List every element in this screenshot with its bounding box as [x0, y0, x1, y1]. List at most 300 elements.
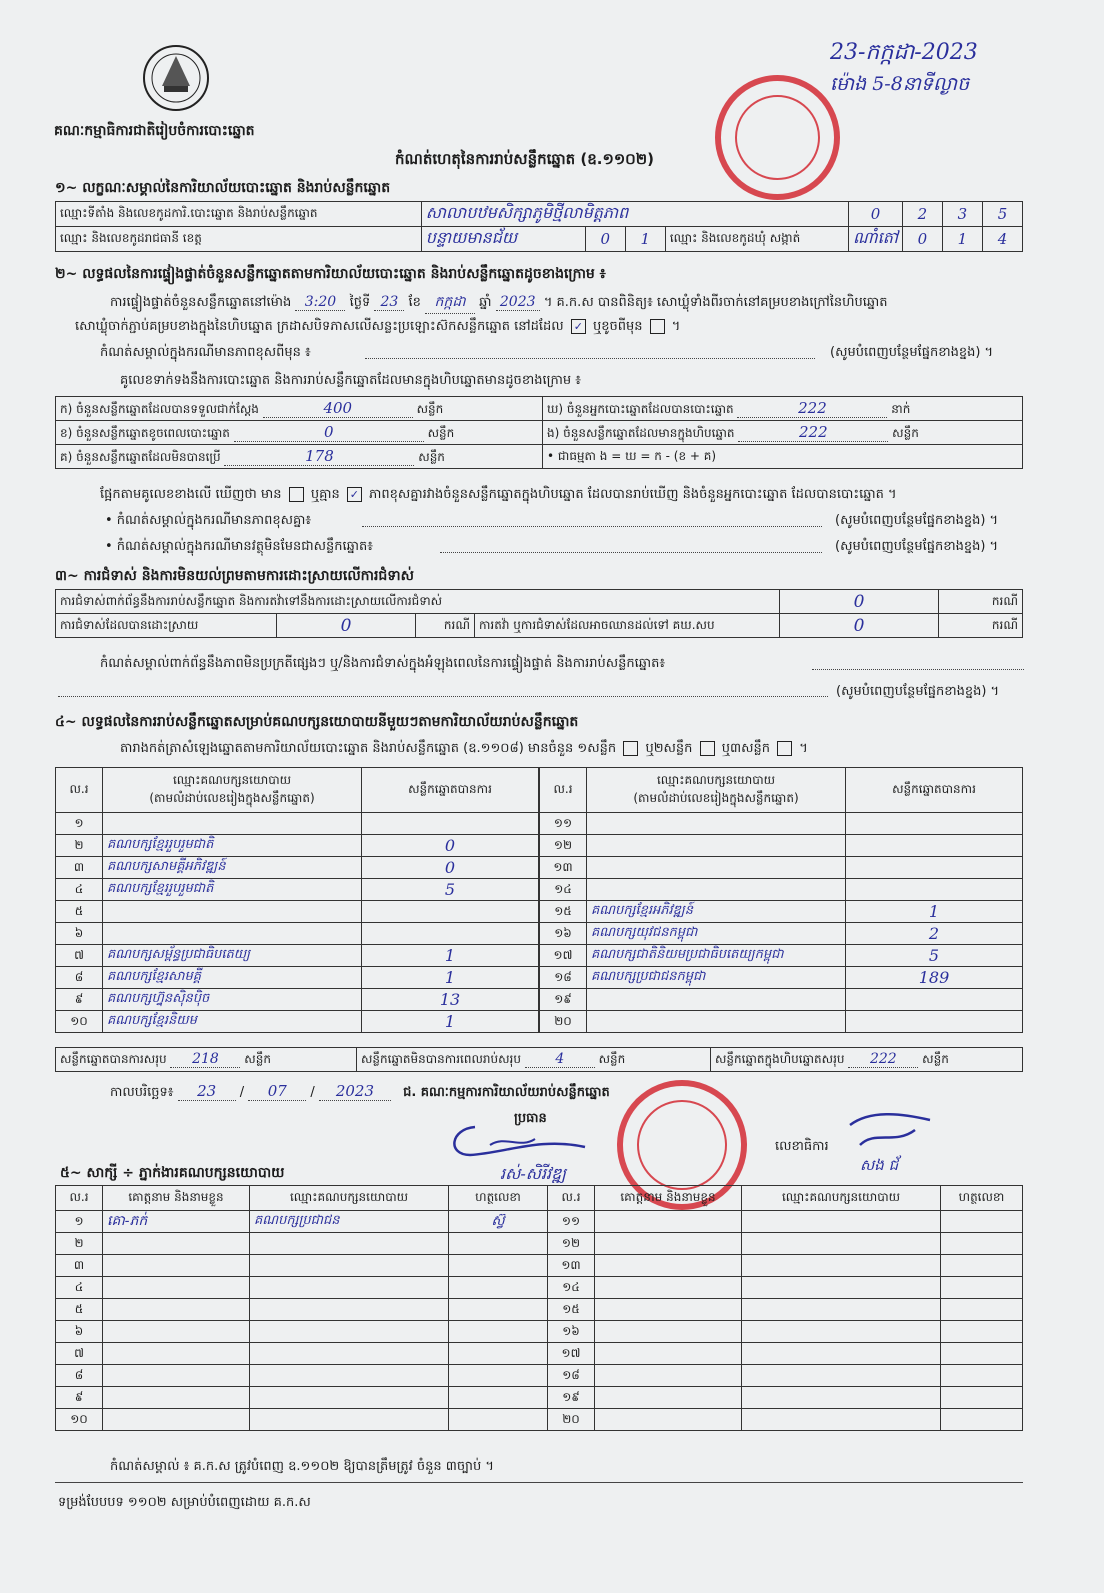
- secretary-name: សង ជ័: [860, 1156, 899, 1174]
- row-number: ១៤: [548, 1277, 595, 1299]
- verification-day: 23: [374, 294, 404, 311]
- secretary-label: លេខាធិការ: [775, 1139, 829, 1154]
- committee-label: ជ. គណៈកម្មការការិយាល័យរាប់សន្លឹកឆ្នោត: [403, 1085, 610, 1100]
- witness-name[interactable]: [595, 1255, 742, 1277]
- party-name: [587, 1011, 846, 1033]
- row-number: ៥: [56, 901, 103, 923]
- party-name: គណបក្សសាមគ្គីអភិវឌ្ឍន៍: [103, 857, 362, 879]
- footer-text: ទម្រង់បែបបទ ១១០២ សម្រាប់បំពេញដោយ គ.ក.ស: [58, 1495, 311, 1510]
- location-code-digit: 3: [942, 202, 982, 227]
- row-number: ១៩: [540, 989, 587, 1011]
- witness-party[interactable]: [742, 1299, 941, 1321]
- table-row: [56, 879, 539, 901]
- col-no: ល.រ: [56, 768, 103, 813]
- row-number: ៤: [56, 879, 103, 901]
- col-votes: សន្លឹកឆ្នោតបានការ: [846, 768, 1023, 813]
- commune-label: ឈ្មោះ និងលេខកូដឃុំ សង្កាត់: [665, 227, 848, 252]
- witness-party: [250, 1343, 449, 1365]
- date-month: 07: [248, 1082, 306, 1101]
- col-party: [587, 768, 846, 813]
- section1-table: [55, 201, 1023, 252]
- party-votes: [362, 901, 539, 923]
- col-votes: សន្លឹកឆ្នោតបានការ: [362, 768, 539, 813]
- irregularity-field[interactable]: [812, 669, 1024, 670]
- unit-case: ករណី: [939, 590, 1023, 614]
- row-number: ៨: [56, 1365, 103, 1387]
- difference-text: ផ្អែកតាមគូលេខខាងលើ ឃើញថា មាន: [100, 487, 282, 502]
- president-signature-icon: [445, 1117, 595, 1162]
- witness-name[interactable]: [595, 1211, 742, 1233]
- unit-label: សន្លឹក: [598, 1051, 626, 1066]
- row-number: ១៣: [540, 857, 587, 879]
- table-row: [540, 967, 1023, 989]
- unit-label: សន្លឹក: [892, 425, 919, 440]
- bullet-foreign-field[interactable]: [440, 552, 822, 553]
- row-number: ១៩: [548, 1387, 595, 1409]
- results-table-left: [55, 767, 539, 1033]
- fill-hint: (សូមបំពេញបន្ថែមផ្នែកខាងខ្នង) ។: [830, 345, 994, 360]
- party-name: គណបក្សប្រជាជនកម្ពុជា: [587, 967, 846, 989]
- resolved-value: 0: [277, 614, 416, 638]
- verification-paragraph: [110, 292, 1040, 314]
- party-votes: 0: [362, 835, 539, 857]
- org-name: គណៈកម្មាធិការជាតិរៀបចំការបោះឆ្នោត: [54, 123, 255, 139]
- table-row: [56, 1011, 539, 1033]
- section3-title: ៣~ ការជំទាស់ និងការមិនយល់ព្រមតាមការដោះស្រាយលើការជំទាស់: [55, 568, 414, 584]
- witness-signature: [449, 1343, 548, 1365]
- party-votes: 1: [362, 967, 539, 989]
- unused-ballots-value: 178: [224, 447, 414, 466]
- table-row: [56, 813, 539, 835]
- row-number: ៨: [56, 967, 103, 989]
- party-name: គណបក្សខ្មែរអភិវឌ្ឍន៍: [587, 901, 846, 923]
- tally-sheets-text: ។: [799, 741, 808, 756]
- party-name: គណបក្សហ្វ៊ុនស៊ិនប៉ិច: [103, 989, 362, 1011]
- broken-checkbox[interactable]: [650, 319, 665, 334]
- party-votes: 1: [362, 945, 539, 967]
- row-number: ១៦: [540, 923, 587, 945]
- total-invalid-value: 4: [525, 1051, 595, 1068]
- row-number: ១២: [540, 835, 587, 857]
- row-number: ១១: [540, 813, 587, 835]
- one-sheet-checkbox[interactable]: [623, 741, 638, 756]
- commune-code-digit: 4: [982, 227, 1022, 252]
- party-votes: [846, 989, 1023, 1011]
- table-row: [56, 835, 539, 857]
- unit-label: សន្លឹក: [922, 1051, 949, 1066]
- tally-sheets-text: ឬ៣សន្លឹក: [721, 741, 770, 756]
- col-party: [103, 768, 362, 813]
- row-number: ១: [56, 813, 103, 835]
- row-number: ១៥: [548, 1299, 595, 1321]
- col-no: ល.រ: [56, 1186, 103, 1211]
- date-line: កាលបរិច្ឆេទ៖ 23 / 07 / 2023 ជ. គណៈកម្មការការិយាល័យរាប់សន្លឹកឆ្នោត: [110, 1082, 610, 1100]
- official-stamp-top: [715, 75, 840, 200]
- row-number: ១៨: [548, 1365, 595, 1387]
- witness-party[interactable]: [742, 1233, 941, 1255]
- row-number: ៩: [56, 1387, 103, 1409]
- party-name: គណបក្សយុវជនកម្ពុជា: [587, 923, 846, 945]
- date-label: កាលបរិច្ឆេទ៖: [110, 1085, 174, 1100]
- witness-party: [250, 1299, 449, 1321]
- col-party: ឈ្មោះគណបក្សនយោបាយ: [742, 1186, 941, 1211]
- witness-name[interactable]: [595, 1343, 742, 1365]
- table-row: [56, 1277, 1023, 1299]
- handwritten-time: ម៉ោង 5-8នាទីល្ងាច: [830, 73, 970, 95]
- unit-label: សន្លឹក: [244, 1051, 271, 1066]
- province-code-digit: 0: [585, 227, 625, 252]
- party-votes: 13: [362, 989, 539, 1011]
- row-number: ១៤: [540, 879, 587, 901]
- spoiled-ballots-label: ខ) ចំនួនសន្លឹកឆ្នោតខូចពេលបោះឆ្នោត: [60, 425, 230, 440]
- president-label: ប្រធាន: [514, 1111, 547, 1126]
- party-votes: [362, 813, 539, 835]
- party-votes: [362, 923, 539, 945]
- witness-party: [250, 1321, 449, 1343]
- table-row: [56, 923, 539, 945]
- row-number: ៧: [56, 945, 103, 967]
- location-label: ឈ្មោះទីតាំង និងលេខកូដការិ.បោះឆ្នោត និងរាប់សន្លឹកឆ្នោត: [56, 202, 422, 227]
- date-day: 23: [178, 1082, 236, 1101]
- bullet-foreign: • កំណត់សម្គាល់ក្នុងករណីមានវត្ថុមិនមែនជាសន្លឹកឆ្នោត៖: [105, 539, 373, 554]
- row-number: ៥: [56, 1299, 103, 1321]
- party-votes: 0: [362, 857, 539, 879]
- president-name: រស់-សិរីវឌ្ឍ: [500, 1164, 567, 1183]
- complaints-table: [55, 589, 1023, 638]
- witness-signature: [449, 1387, 548, 1409]
- row-number: ២: [56, 835, 103, 857]
- province-value: បន្ទាយមានជ័យ: [421, 227, 585, 252]
- two-sheets-checkbox[interactable]: [700, 741, 715, 756]
- witness-signature[interactable]: [941, 1365, 1023, 1387]
- row-number: ១៨: [540, 967, 587, 989]
- witness-party: [250, 1409, 449, 1431]
- table-row: [56, 1365, 1023, 1387]
- has-difference-checkbox[interactable]: [289, 487, 304, 502]
- verification-time: 3:20: [295, 294, 345, 311]
- party-name: គណបក្សសម្ព័ន្ធប្រជាធិបតេយ្យ: [103, 945, 362, 967]
- table-row: [540, 1011, 1023, 1033]
- tally-sheets-text: ឬ២សន្លឹក: [645, 741, 693, 756]
- col-name: គោត្តនាម និងនាមខ្លួន: [595, 1186, 742, 1211]
- table-row: [56, 1233, 1023, 1255]
- table-row: [540, 835, 1023, 857]
- commune-code-digit: 0: [902, 227, 942, 252]
- party-votes: 5: [362, 879, 539, 901]
- table-row: [540, 879, 1023, 901]
- location-code-digit: 0: [849, 202, 903, 227]
- location-code-digit: 5: [982, 202, 1022, 227]
- witness-party[interactable]: [742, 1277, 941, 1299]
- party-votes: [846, 813, 1023, 835]
- province-code-digit: 1: [625, 227, 665, 252]
- unit-label: សន្លឹក: [416, 401, 444, 416]
- unit-case: ករណី: [939, 614, 1023, 638]
- witness-signature[interactable]: [941, 1211, 1023, 1233]
- col-sign: ហត្ថលេខា: [449, 1186, 548, 1211]
- witness-party[interactable]: [742, 1211, 941, 1233]
- party-votes: 1: [362, 1011, 539, 1033]
- formula: • ជាធម្មតា ង = ឃ = ក - (ខ + គ): [543, 445, 1023, 469]
- witness-signature: [449, 1277, 548, 1299]
- table-row: [540, 945, 1023, 967]
- party-name: [587, 813, 846, 835]
- party-name: គណបក្សខ្មែរនិយម: [103, 1011, 362, 1033]
- witness-party: [250, 1277, 449, 1299]
- witness-party[interactable]: [742, 1409, 941, 1431]
- table-row: [540, 989, 1023, 1011]
- party-votes: [846, 857, 1023, 879]
- party-votes: [846, 879, 1023, 901]
- table-row: [540, 857, 1023, 879]
- party-name: គណបក្សខ្មែរសាមគ្គី: [103, 967, 362, 989]
- row-number: ៤: [56, 1277, 103, 1299]
- witness-signature[interactable]: [941, 1343, 1023, 1365]
- commune-value: ណាំតៅ: [849, 227, 903, 252]
- witness-signature[interactable]: [941, 1409, 1023, 1431]
- party-votes: [846, 1011, 1023, 1033]
- witness-party: [250, 1387, 449, 1409]
- witness-party[interactable]: [742, 1387, 941, 1409]
- date-year: 2023: [319, 1082, 391, 1101]
- intact-checkbox[interactable]: ✓: [571, 319, 586, 334]
- location-value: សាលាបឋមសិក្សាភូមិថ្មីលាមិត្តភាព: [421, 202, 848, 227]
- difference-text: ភាពខុសគ្នារវាងចំនួនសន្លឹកឆ្នោតក្នុងហិបឆ្នោត ដែលបានរាប់ឃើញ និងចំនួនអ្នកបោះឆ្នោត ដែលបានបោះឆ្នោត ។: [369, 487, 897, 502]
- party-name: គណបក្សខ្មែររួបរួមជាតិ: [103, 835, 362, 857]
- witness-signature: [449, 1409, 548, 1431]
- row-number: ១៥: [540, 901, 587, 923]
- bottom-note: កំណត់សម្គាល់ ៖ គ.ក.ស ត្រូវបំពេញ ឧ.១១០២ ឱ្យបានត្រឹមត្រូវ ចំនួន ៣ច្បាប់ ។: [110, 1459, 494, 1474]
- unit-label: នាក់: [891, 401, 911, 416]
- witness-party[interactable]: [742, 1321, 941, 1343]
- witness-name: [103, 1409, 250, 1431]
- witness-name[interactable]: [595, 1233, 742, 1255]
- row-number: ១០: [56, 1011, 103, 1033]
- party-name: [103, 813, 362, 835]
- party-votes: 1: [846, 901, 1023, 923]
- form-title: កំណត់ហេតុនៃការរាប់សន្លឹកឆ្នោត (ឧ.១១០២): [395, 150, 655, 168]
- location-code-digit: 2: [902, 202, 942, 227]
- witness-signature: [449, 1233, 548, 1255]
- witness-signature: [449, 1365, 548, 1387]
- witness-table: [55, 1185, 1023, 1431]
- witness-signature[interactable]: [941, 1321, 1023, 1343]
- table-row: [540, 901, 1023, 923]
- col-name: គោត្តនាម និងនាមខ្លួន: [103, 1186, 250, 1211]
- unit-label: សន្លឹក: [427, 425, 455, 440]
- irregularity-field-2[interactable]: [58, 696, 828, 697]
- row-number: ១១: [548, 1211, 595, 1233]
- witness-name[interactable]: [595, 1277, 742, 1299]
- received-ballots-value: 400: [263, 399, 413, 418]
- row-number: ១២: [548, 1233, 595, 1255]
- party-name: [103, 923, 362, 945]
- witness-party: [250, 1255, 449, 1277]
- party-votes: 5: [846, 945, 1023, 967]
- witness-signature[interactable]: [941, 1233, 1023, 1255]
- row-number: ១០: [56, 1409, 103, 1431]
- verification-text: ឆ្នាំ: [479, 295, 492, 310]
- table-row: [56, 1387, 1023, 1409]
- total-valid-label: សន្លឹកឆ្នោតបានការសរុប: [60, 1051, 167, 1066]
- province-label: ឈ្មោះ និងលេខកូដរាជធានី ខេត្ត: [56, 227, 422, 252]
- witness-signature: [449, 1299, 548, 1321]
- row-number: ៣: [56, 1255, 103, 1277]
- party-votes: 2: [846, 923, 1023, 945]
- unit-case: ករណី: [416, 614, 475, 638]
- resolved-label: ការជំទាស់ដែលបានដោះស្រាយ: [56, 614, 277, 638]
- witness-signature: [449, 1321, 548, 1343]
- fill-hint: (សូមបំពេញបន្ថែមផ្នែកខាងខ្នង) ។: [835, 539, 999, 554]
- table-row: [56, 945, 539, 967]
- difference-line: [100, 486, 897, 505]
- row-number: ១៦: [548, 1321, 595, 1343]
- witness-party[interactable]: [742, 1343, 941, 1365]
- witness-party[interactable]: [742, 1255, 941, 1277]
- secretary-signature-icon: [840, 1105, 940, 1155]
- party-name: [587, 857, 846, 879]
- party-name: [103, 901, 362, 923]
- witness-name[interactable]: [595, 1321, 742, 1343]
- complaints-label: ការជំទាស់ពាក់ព័ន្ធនឹងការរាប់សន្លឹកឆ្នោត និងការតវ៉ាទៅនឹងការដោះស្រាយលើការជំទាស់: [56, 590, 780, 614]
- results-intro: គូលេខទាក់ទងនឹងការបោះឆ្នោត និងការរាប់សន្លឹកឆ្នោតដែលមានក្នុងហិបឆ្នោតមានដូចខាងក្រោម ៖: [120, 373, 581, 388]
- section1-title: ១~ លក្ខណៈសម្គាល់នៃការិយាល័យបោះឆ្នោត និងរាប់សន្លឹកឆ្នោត: [55, 180, 391, 196]
- total-invalid-label: សន្លឹកឆ្នោតមិនបានការពេលរាប់សរុប: [361, 1051, 521, 1066]
- table-row: [56, 1343, 1023, 1365]
- irregularity-note: កំណត់សម្គាល់ពាក់ព័ន្ធនឹងភាពមិនប្រក្រតីផ្សេងៗ ឬ/និងការជំទាស់ក្នុងអំឡុងពេលនៃការផ្ទៀងផ្ទាត់ និងការរាប់សន្លឹកឆ្នោត៖: [100, 656, 666, 671]
- total-box-label: សន្លឹកឆ្នោតក្នុងហិបឆ្នោតសរុប: [715, 1051, 845, 1066]
- witness-signature[interactable]: [941, 1299, 1023, 1321]
- col-sign: ហត្ថលេខា: [941, 1186, 1023, 1211]
- table-row: [56, 989, 539, 1011]
- row-number: ៩: [56, 989, 103, 1011]
- bullet-difference-field[interactable]: [362, 526, 822, 527]
- party-name: [587, 879, 846, 901]
- witness-name: [103, 1387, 250, 1409]
- witness-signature: [449, 1255, 548, 1277]
- total-valid-value: 218: [170, 1051, 240, 1068]
- table-row: [540, 813, 1023, 835]
- seal-status-text: សោឃ្លុំចាក់ភ្ជាប់គម្របខាងក្នុងនៃហិបឆ្នោត ក្រដាសបិទភាសលើសន្លះប្រឡោះស៊កសន្លឹកឆ្នោត នៅដដែល: [75, 319, 564, 334]
- row-number: ២០: [548, 1409, 595, 1431]
- escalated-value: 0: [780, 614, 939, 638]
- fill-hint: (សូមបំពេញបន្ថែមផ្នែកខាងខ្នង) ។: [836, 684, 1000, 699]
- ballots-in-box-value: 222: [738, 423, 888, 442]
- table-row: [56, 1211, 1023, 1233]
- witness-party: [250, 1365, 449, 1387]
- section5-title: ៥~ សាក្សី ÷ ភ្នាក់ងារគណបក្សនយោបាយ: [60, 1165, 285, 1181]
- verification-text: ការផ្ទៀងផ្ទាត់ចំនួនសន្លឹកឆ្នោតនៅម៉ោង: [110, 295, 292, 310]
- unit-label: សន្លឹក: [418, 449, 445, 464]
- table-row: [540, 923, 1023, 945]
- witness-name: [103, 1277, 250, 1299]
- row-number: ១៧: [548, 1343, 595, 1365]
- col-no: ល.រ: [540, 768, 587, 813]
- col-party: ឈ្មោះគណបក្សនយោបាយ: [250, 1186, 449, 1211]
- table-row: [56, 901, 539, 923]
- witness-name[interactable]: [595, 1409, 742, 1431]
- fill-hint: (សូមបំពេញបន្ថែមផ្នែកខាងខ្នង) ។: [835, 513, 999, 528]
- row-number: ៦: [56, 923, 103, 945]
- escalated-label: ការតវ៉ា ឬការជំទាស់ដែលអាចឈានដល់ទៅ គឃ.សប: [475, 614, 780, 638]
- witness-name: [103, 1343, 250, 1365]
- tally-sheets-text: តារាងកត់ត្រាសំឡេងឆ្នោតតាមការិយាល័យបោះឆ្នោត និងរាប់សន្លឹកឆ្នោត (ឧ.១១០៨) មានចំនួន ១សន្លឹក: [120, 741, 617, 756]
- verification-year: 2023: [496, 294, 540, 311]
- row-number: ២: [56, 1233, 103, 1255]
- table-row: [56, 1321, 1023, 1343]
- witness-party: [250, 1233, 449, 1255]
- spoiled-ballots-value: 0: [234, 423, 424, 442]
- section4-title: ៤~ លទ្ធផលនៃការរាប់សន្លឹកឆ្នោតសម្រាប់គណបក្សនយោបាយនីមួយៗតាមការិយាល័យរាប់សន្លឹកឆ្នោត: [55, 714, 579, 730]
- nec-emblem-icon: [140, 42, 212, 114]
- witness-signature[interactable]: [941, 1387, 1023, 1409]
- witness-name[interactable]: [595, 1299, 742, 1321]
- no-difference-checkbox[interactable]: ✓: [347, 487, 362, 502]
- verification-month: កក្កដា: [425, 292, 475, 314]
- voters-label: ឃ) ចំនួនអ្នកបោះឆ្នោតដែលបានបោះឆ្នោត: [547, 401, 734, 416]
- table-row: [56, 1299, 1023, 1321]
- col-no: ល.រ: [548, 1186, 595, 1211]
- witness-party[interactable]: [742, 1365, 941, 1387]
- witness-signature[interactable]: [941, 1255, 1023, 1277]
- tally-sheets-line: [120, 740, 808, 759]
- seal-status-line: [75, 318, 680, 337]
- col-party-sub: (តាមលំដាប់លេខរៀងក្នុងសន្លឹកឆ្នោត): [149, 791, 315, 805]
- witness-name[interactable]: [595, 1365, 742, 1387]
- received-ballots-label: ក) ចំនួនសន្លឹកឆ្នោតដែលបានទទួលជាក់ស្តែង: [60, 401, 259, 416]
- totals-table: [55, 1047, 1023, 1072]
- bullet-difference: • កំណត់សម្គាល់ក្នុងករណីមានភាពខុសគ្នា៖: [105, 513, 312, 528]
- witness-signature: ស៊្វ: [449, 1211, 548, 1233]
- witness-name[interactable]: [595, 1387, 742, 1409]
- party-name: [587, 989, 846, 1011]
- row-number: ១៣: [548, 1255, 595, 1277]
- row-number: ៧: [56, 1343, 103, 1365]
- verification-text: ។ គ.ក.ស បានពិនិត្យ៖ សោឃ្លុំទាំងពីរចាក់នៅគម្របខាងក្រៅនៃហិបឆ្នោត: [543, 295, 888, 310]
- unused-ballots-label: គ) ចំនួនសន្លឹកឆ្នោតដែលមិនបានប្រើ: [60, 449, 221, 464]
- footer-divider: [55, 1482, 1023, 1483]
- complaints-value: 0: [780, 590, 939, 614]
- party-name: គណបក្សខ្មែររួបរួមជាតិ: [103, 879, 362, 901]
- col-party-title: ឈ្មោះគណបក្សនយោបាយ: [172, 773, 292, 787]
- results-table-right: [539, 767, 1023, 1033]
- party-votes: 189: [846, 967, 1023, 989]
- row-number: ២០: [540, 1011, 587, 1033]
- table-row: [56, 1255, 1023, 1277]
- witness-name: [103, 1255, 250, 1277]
- col-party-title: ឈ្មោះគណបក្សនយោបាយ: [656, 773, 776, 787]
- table-row: [56, 857, 539, 879]
- table-row: [56, 1409, 1023, 1431]
- handwritten-date: 23-កក្កដា-2023: [830, 40, 978, 65]
- ballots-in-box-label: ង) ចំនួនសន្លឹកឆ្នោតដែលមានក្នុងហិបឆ្នោត: [547, 425, 735, 440]
- row-number: ៦: [56, 1321, 103, 1343]
- table-row: [56, 967, 539, 989]
- difference-text: ឬគ្មាន: [310, 487, 340, 502]
- witness-party: គណបក្សប្រជាជន: [250, 1211, 449, 1233]
- verification-text: ខែ: [408, 295, 421, 310]
- row-number: ១: [56, 1211, 103, 1233]
- difference-note-field[interactable]: [365, 358, 815, 359]
- seal-status-end: ។: [671, 319, 681, 334]
- witness-name: [103, 1321, 250, 1343]
- witness-signature[interactable]: [941, 1277, 1023, 1299]
- counts-table: [55, 396, 1023, 469]
- party-name: គណបក្សជាតិនិយមប្រជាធិបតេយ្យកម្ពុជា: [587, 945, 846, 967]
- difference-note-label: កំណត់សម្គាល់ក្នុងករណីមានភាពខុសពីមុន ៖: [100, 345, 311, 360]
- three-sheets-checkbox[interactable]: [777, 741, 792, 756]
- row-number: ៣: [56, 857, 103, 879]
